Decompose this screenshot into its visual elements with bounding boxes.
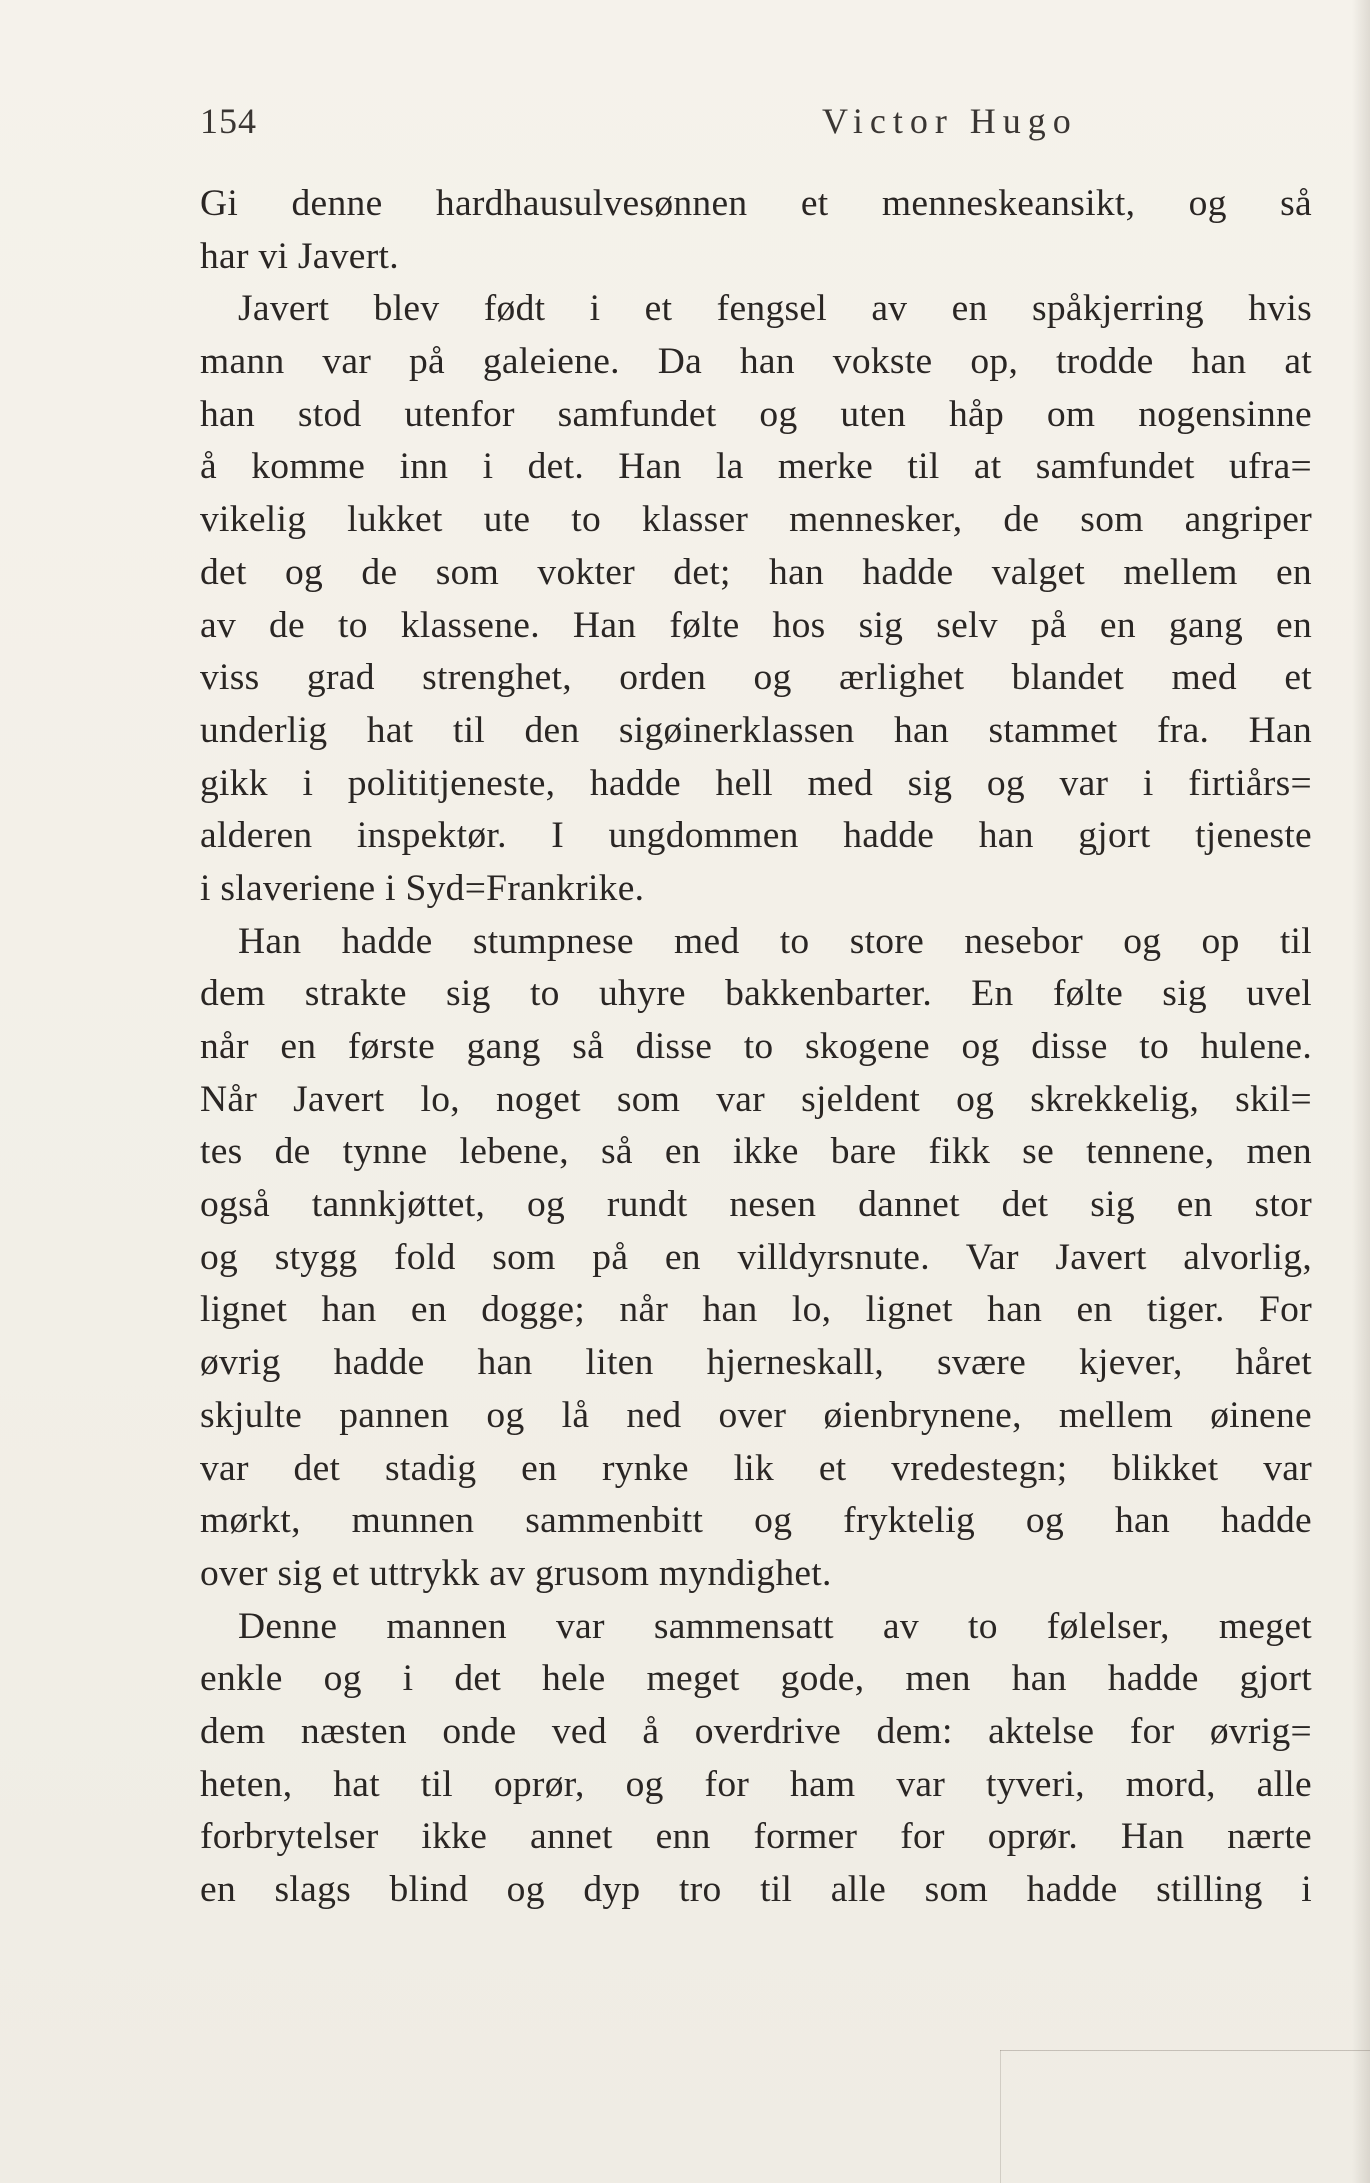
text-line: tes de tynne lebene, så en ikke bare fikk se tennene, men	[200, 1131, 1312, 1173]
text-line: Når Javert lo, noget som var sjeldent og skrekkelig, skil=	[200, 1078, 1312, 1120]
running-title: Victor Hugo	[822, 101, 1078, 141]
page-number: 154	[200, 101, 257, 141]
text-line: i slaveriene i Syd=Frankrike.	[200, 867, 645, 909]
text-line: skjulte pannen og lå ned over øienbrynene, mellem øinene	[200, 1394, 1312, 1436]
text-line: mørkt, munnen sammenbitt og fryktelig og han hadde	[200, 1500, 1312, 1542]
scan-corner-mark	[1000, 2050, 1370, 2051]
body-text	[200, 178, 1312, 1917]
text-line: enkle og i det hele meget gode, men han hadde gjort	[200, 1658, 1312, 1700]
text-line: en slags blind og dyp tro til alle som hadde stilling i	[200, 1869, 1312, 1910]
text-line: vikelig lukket ute to klasser mennesker, de som angriper	[200, 499, 1312, 541]
text-line: Gi denne hardhausulvesønnen et menneskeansikt, og så	[200, 183, 1312, 224]
text-line: også tannkjøttet, og rundt nesen dannet det sig en stor	[200, 1184, 1312, 1226]
text-line: han stod utenfor samfundet og uten håp om nogensinne	[200, 393, 1312, 435]
page-header	[200, 100, 1320, 156]
text-line: øvrig hadde han liten hjerneskall, svære kjever, håret	[200, 1342, 1312, 1384]
text-line: Denne mannen var sammensatt av to følelser, meget	[238, 1605, 1312, 1647]
text-line: heten, hat til oprør, og for ham var tyveri, mord, alle	[200, 1763, 1312, 1805]
text-line: det og de som vokter det; han hadde valget mellem en	[200, 551, 1312, 593]
text-line: og stygg fold som på en villdyrsnute. Var Javert alvorlig,	[200, 1236, 1312, 1278]
text-line: dem strakte sig to uhyre bakkenbarter. En følte sig uvel	[200, 973, 1312, 1015]
page-edge-shadow	[1352, 0, 1370, 2183]
text-line: alderen inspektør. I ungdommen hadde han gjort tjeneste	[200, 815, 1312, 857]
text-line: Han hadde stumpnese med to store nesebor og op til	[238, 920, 1312, 962]
text-line: viss grad strenghet, orden og ærlighet blandet med et	[200, 657, 1312, 699]
text-line: over sig et uttrykk av grusom myndighet.	[200, 1552, 832, 1594]
text-line: underlig hat til den sigøinerklassen han stammet fra. Han	[200, 709, 1312, 751]
text-line: Javert blev født i et fengsel av en spåkjerring hvis	[238, 288, 1312, 330]
text-line: når en første gang så disse to skogene og disse to hulene.	[200, 1026, 1312, 1067]
scan-corner-mark-vertical	[1000, 2050, 1001, 2183]
text-line: å komme inn i det. Han la merke til at samfundet ufra=	[200, 446, 1312, 488]
text-line: dem næsten onde ved å overdrive dem: aktelse for øvrig=	[200, 1710, 1312, 1752]
text-line: forbrytelser ikke annet enn former for oprør. Han nærte	[200, 1816, 1312, 1858]
text-line: har vi Javert.	[200, 235, 399, 277]
text-line: mann var på galeiene. Da han vokste op, trodde han at	[200, 341, 1312, 383]
text-line: gikk i polititjeneste, hadde hell med sig og var i firtiårs=	[200, 762, 1312, 804]
text-line: var det stadig en rynke lik et vredestegn; blikket var	[200, 1447, 1312, 1489]
text-line: av de to klassene. Han følte hos sig selv på en gang en	[200, 604, 1312, 646]
text-line: lignet han en dogge; når han lo, lignet han en tiger. For	[200, 1289, 1312, 1331]
